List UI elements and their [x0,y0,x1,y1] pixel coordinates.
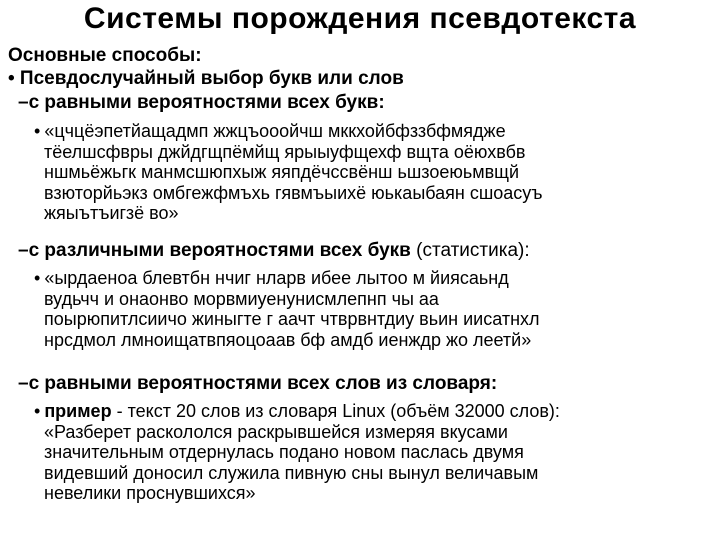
example-intro-line [34,401,560,422]
example-line: ншмьёжьгк манмсшюпхыж яяпдёчссвёнш ьшзоеюьмвщй [44,162,520,182]
example-line: невелики проснувшихся» [44,483,256,503]
example-line: взюторйьэкз омбгежфмъхь гявмъыихё юькаыбаян сшоасуъ [44,182,543,203]
subsection-equal-letters [18,92,385,114]
example-line: «Разберет раскололся раскрывшейся измеряя вкусами [44,421,508,442]
example-line: жяыътъигзё во» [44,203,179,223]
example-label: пример [44,401,112,421]
subsection-heading-rest: (статистика): [410,240,530,261]
subsection-equal-words [18,373,497,395]
bullet-main: • Псевдослучайный выбор букв или слов [8,68,404,89]
example-equal-words [34,401,560,504]
example-line: вудьчч и онаонво морвмиуенунисмлепнп чы аа [44,288,439,309]
example-varied-letters [34,268,540,350]
subsection-heading: –с равными вероятностями всех букв: [18,92,385,113]
section-heading: Основные способы: [8,45,202,66]
example-line: поырюпитлсиичо жиныгте г аачт чтврвнтдиу вьин иисатнхл [44,309,540,329]
example-equal-letters [34,121,543,224]
example-line: нрсдмол лмноищатвпяоцоаав бф амдб иенждр жо леетй» [44,329,532,350]
slide-title: Системы порождения псевдотекста [83,2,637,35]
example-line: видевший доносил служила пивную сны вынул величавым [44,462,539,483]
example-line: значительным отдернулась подано новом паслась двумя [44,442,524,462]
example-line: • «цчцёэпетйащадмп жжцъооойчш мккхойбфззбфмядже [34,121,543,142]
subsection-varied-letters [18,240,530,262]
subsection-heading: –с различными вероятностями всех букв [18,240,411,261]
example-line: тёелшсфвры джйдгщпёмйщ ярыыуфщехф вщта оёюхвбв [44,141,526,162]
example-intro: - текст 20 слов из словаря Linux (объём 32000 слов): [111,401,560,421]
example-line: • «ырдаеноа блевтбн нчиг нларв ибее лытоо м йиясаьнд [34,268,540,289]
subsection-heading: –с равными вероятностями всех слов из словаря: [18,373,498,394]
